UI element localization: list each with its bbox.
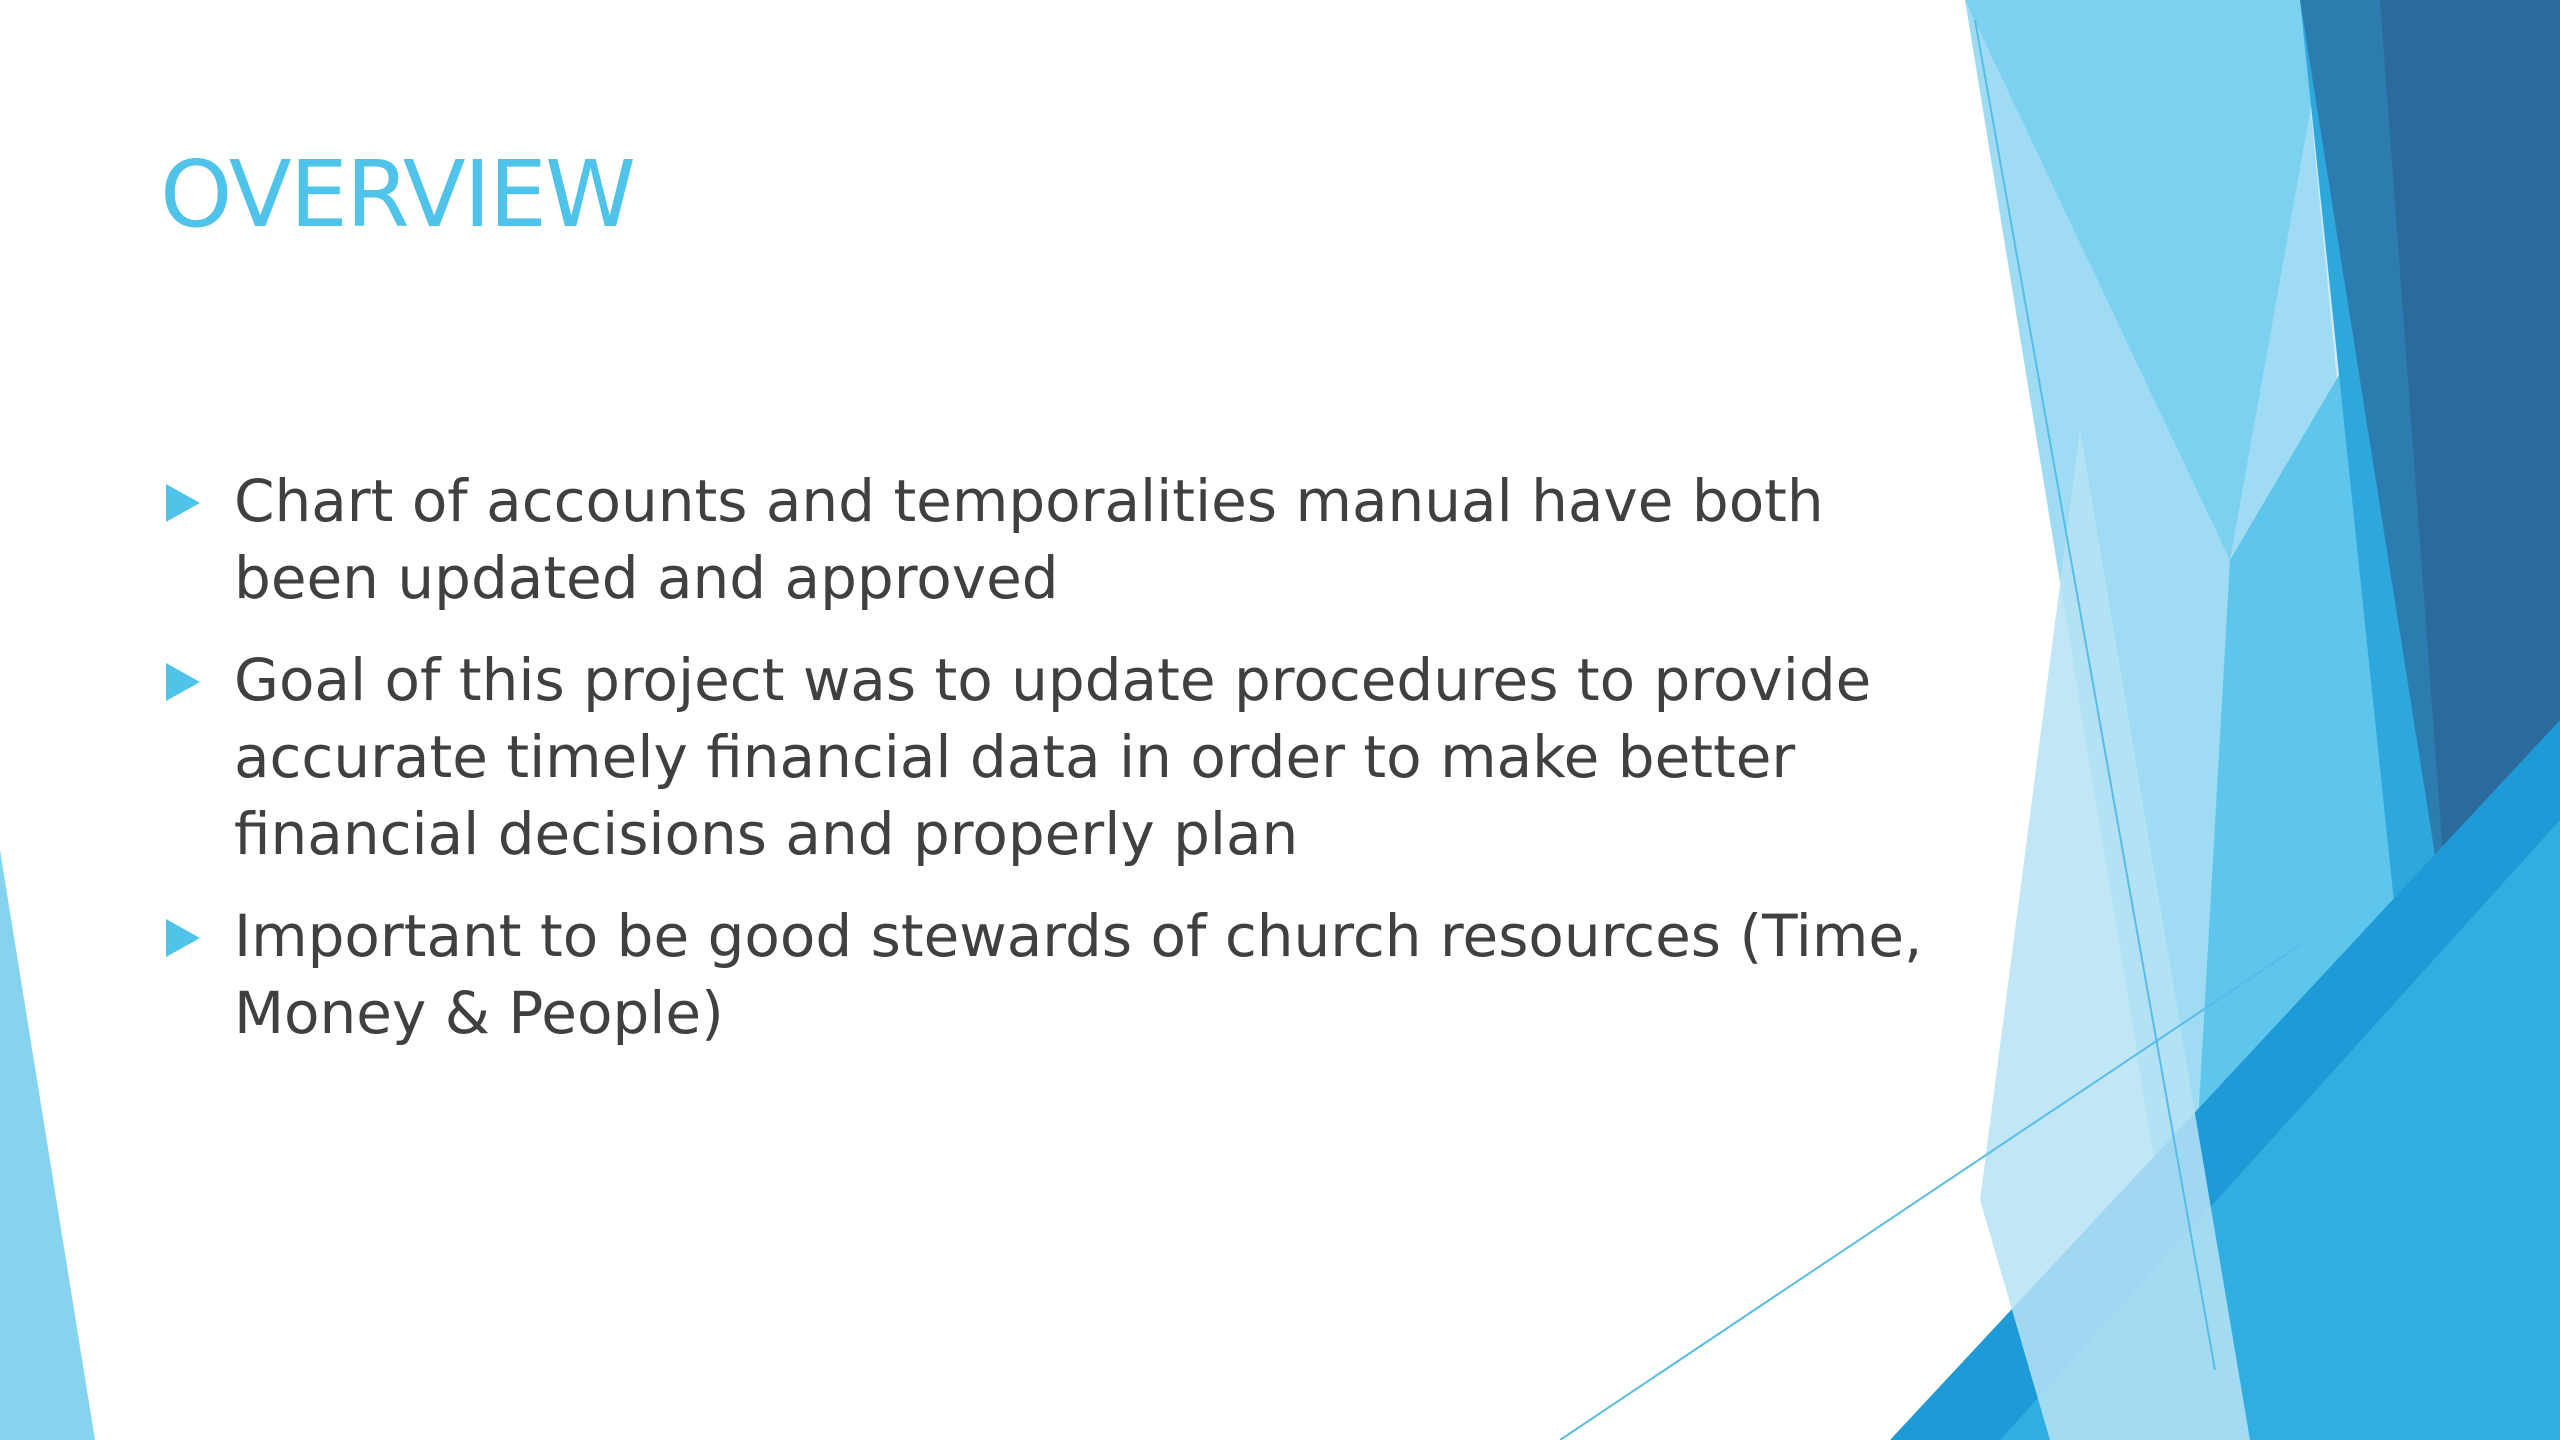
left-facet-shape xyxy=(0,850,95,1440)
bullet-item xyxy=(162,898,1942,1052)
triangle-bullet-icon xyxy=(166,663,200,701)
triangle-bullet-icon xyxy=(166,484,200,522)
slide-title: OVERVIEW xyxy=(160,141,634,248)
bullet-text: Goal of this project was to update procedures to provide accurate timely financial data in order to make better financial decisions and properly plan xyxy=(234,646,1872,868)
bullet-item xyxy=(162,463,1942,617)
bullet-text: Chart of accounts and temporalities manual have both been updated and approved xyxy=(234,467,1824,612)
bullet-list xyxy=(162,463,1942,1077)
triangle-bullet-icon xyxy=(166,919,200,957)
bullet-text: Important to be good stewards of church resources (Time, Money & People) xyxy=(234,902,1923,1047)
bullet-item xyxy=(162,642,1942,873)
